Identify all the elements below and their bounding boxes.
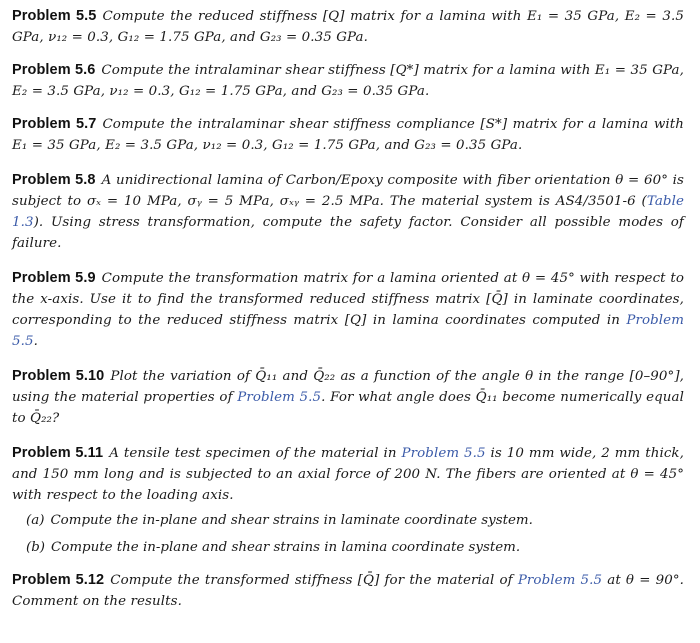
table-reference-link[interactable]: Table 1.3 (12, 194, 684, 230)
subitem-text: Compute the in-plane and shear strains in lamina coordinate system. (51, 540, 521, 555)
problem-reference-link[interactable]: Problem 5.5 (237, 390, 322, 405)
subitem-text: Compute the in-plane and shear strains in laminate coordinate system. (50, 513, 533, 528)
problem-5-9 (12, 268, 684, 352)
problem-text-end: ). Using stress transformation, compute the safety factor. Consider all possible modes of failure. (12, 215, 684, 251)
problem-5-5 (12, 6, 684, 48)
problem-text-start: A tensile test specimen of the material in (109, 446, 402, 461)
problem-text-start: Compute the transformed stiffness [Q̄] for the material of (110, 573, 518, 588)
problem-text-end: at θ = 90°. Comment on the results. (12, 573, 685, 609)
problem-label: Problem 5.12 (12, 572, 105, 588)
problem-text: Compute the intralaminar shear stiffness [Q*] matrix for a lamina with E₁ = 35 GPa, E₂ = 3.5 GPa, ν₁₂ = 0.3, G₁₂ = 1.75 GPa, and G₂₃ = 0.35 GPa. (12, 63, 684, 99)
subitem-tag: (a) (26, 513, 45, 528)
problem-text: Compute the reduced stiffness [Q] matrix for a lamina with E₁ = 35 GPa, E₂ = 3.5 GPa, ν₁₂ = 0.3, G₁₂ = 1.75 GPa, and G₂₃ = 0.35 GPa. (12, 9, 684, 45)
problem-5-6 (12, 60, 684, 102)
problem-label: Problem 5.6 (12, 62, 96, 78)
problem-text-start: A unidirectional lamina of Carbon/Epoxy composite with fiber orientation θ = 60° is subject to σₓ = 10 MPa, σᵧ = 5 MPa, σₓᵧ = 2.5 MPa. The material system is AS4/3501-6 ( (12, 173, 684, 209)
problem-text-end: . For what angle does Q̄₁₁ become numerically equal to Q̄₂₂? (12, 390, 684, 426)
problem-label: Problem 5.9 (12, 270, 96, 286)
problem-label: Problem 5.11 (12, 445, 104, 461)
subitem-tag: (b) (26, 540, 46, 555)
problem-text: Compute the intralaminar shear stiffness compliance [S*] matrix for a lamina with E₁ = 35 GPa, E₂ = 3.5 GPa, ν₁₂ = 0.3, G₁₂ = 1.75 GPa, and G₂₃ = 0.35 GPa. (12, 117, 684, 153)
problem-reference-link[interactable]: Problem 5.5 (401, 446, 486, 461)
problem-5-10 (12, 366, 684, 429)
subitem-b (26, 537, 684, 558)
problem-label: Problem 5.7 (12, 116, 97, 132)
problem-label: Problem 5.5 (12, 8, 97, 24)
problem-label: Problem 5.8 (12, 172, 96, 188)
problem-text-end: is 10 mm wide, 2 mm thick, and 150 mm long and is subjected to an axial force of 200 N. The fibers are oriented at θ = 45° with respect to the loading axis. (12, 446, 685, 503)
problem-label: Problem 5.10 (12, 368, 105, 384)
subitem-a (26, 510, 684, 531)
problem-5-8 (12, 170, 684, 254)
problem-5-12 (12, 570, 684, 612)
problem-list (12, 6, 684, 630)
problem-text-start: Plot the variation of Q̄₁₁ and Q̄₂₂ as a function of the angle θ in the range [0–90°], using the material properties of (12, 369, 685, 405)
problem-text-end: . (33, 334, 38, 349)
problem-reference-link[interactable]: Problem 5.5 (12, 313, 684, 349)
problem-reference-link[interactable]: Problem 5.5 (517, 573, 603, 588)
problem-5-11 (12, 443, 684, 506)
problem-text-start: Compute the transformation matrix for a lamina oriented at θ = 45° with respect to the x-axis. Use it to find the transformed reduced stiffness matrix [Q̄] in laminate coordinates, corresponding to the reduced stiffness matrix [Q] in lamina coordinates computed in (12, 271, 684, 328)
problem-5-7 (12, 114, 684, 156)
